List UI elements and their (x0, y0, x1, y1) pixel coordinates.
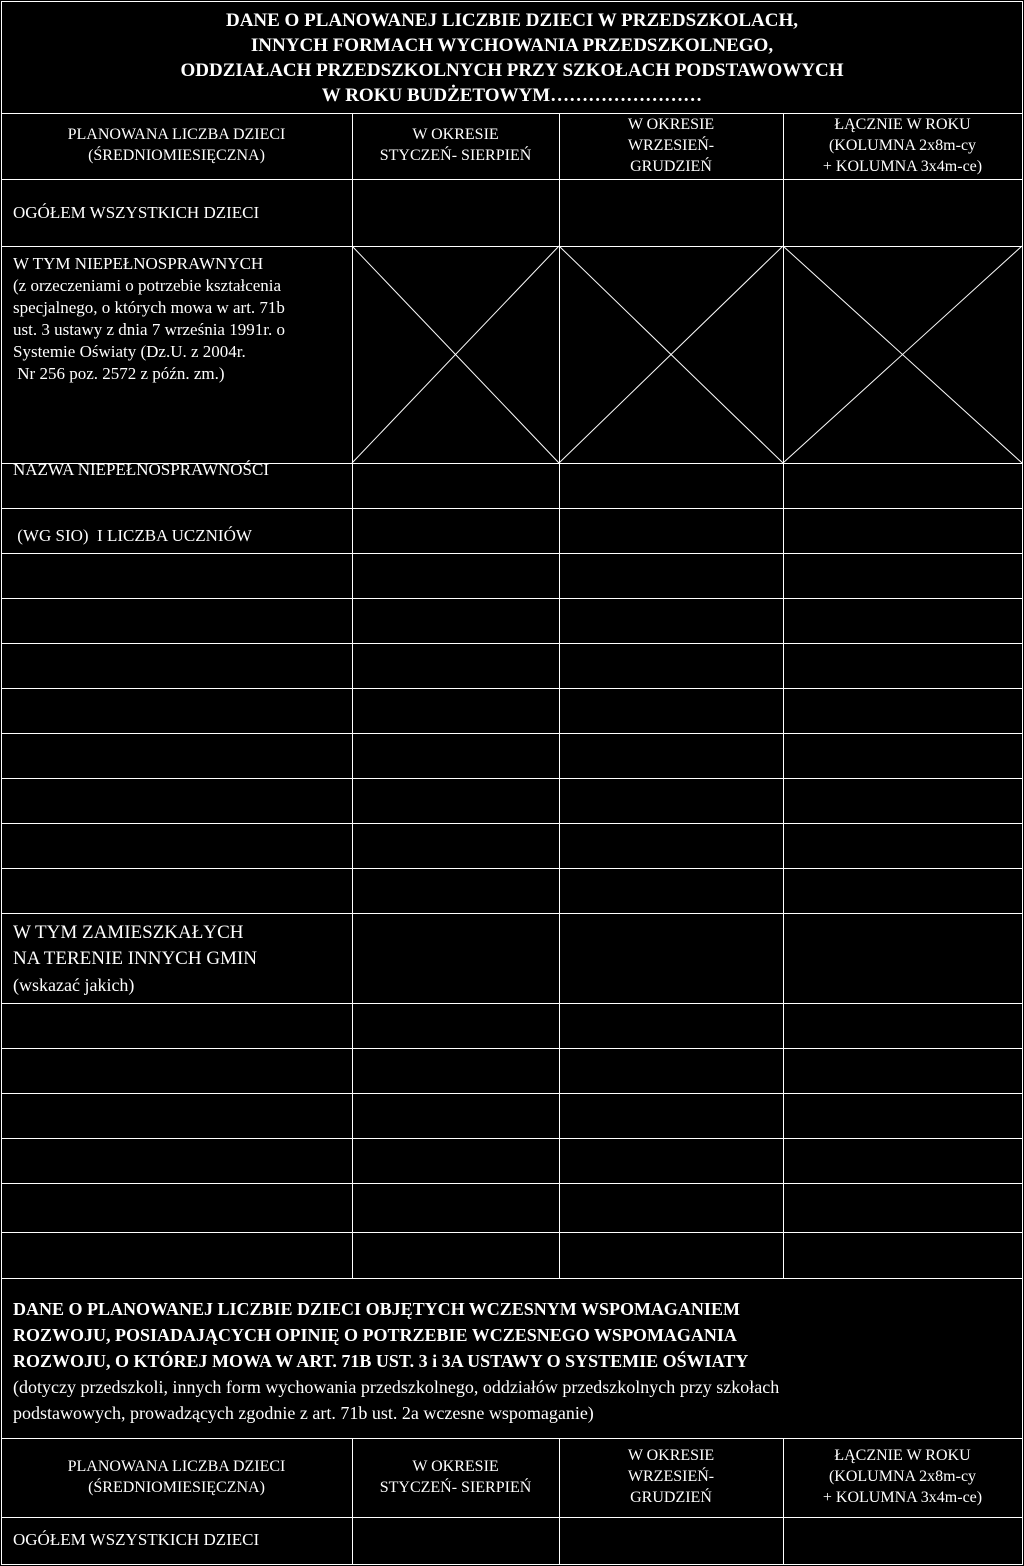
header-sep-dec (559, 114, 783, 177)
other-gminas-line: NA TERENIE INNYCH GMIN (13, 948, 257, 969)
form2-title (13, 1296, 779, 1426)
other-gminas-note: (wskazać jakich) (13, 975, 135, 995)
disability-name-line: NAZWA NIEPEŁNOSPRAWNOŚCI (13, 460, 270, 479)
header-line: W OKRESIE (412, 126, 499, 143)
row-total-label: OGÓŁEM WSZYSTKICH DZIECI (13, 203, 260, 222)
form2-title-line: ROZWOJU, O KTÓREJ MOWA W ART. 71B UST. 3 i 3A USTAWY O SYSTEMIE OŚWIATY (13, 1351, 749, 1371)
header-line: STYCZEŃ- SIERPIEŃ (379, 147, 532, 164)
cell-total-jan-aug[interactable] (353, 180, 558, 245)
header-line: + KOLUMNA 3x4m-ce) (822, 158, 983, 175)
header-line: W OKRESIE (627, 116, 715, 133)
header-line: (ŚREDNIOMIESIĘCZNA) (88, 147, 265, 164)
header-line: WRZESIEŃ- (627, 1468, 715, 1485)
disabled-note-line: ust. 3 ustawy z dnia 7 września 1991r. o (13, 320, 285, 339)
row-disabled-label (13, 253, 349, 385)
other-gminas-label (13, 920, 257, 998)
header-sep-dec (559, 1445, 783, 1508)
header-line: (KOLUMNA 2x8m-cy (828, 1468, 977, 1485)
disability-name-line: (WG SIO) I LICZBA UCZNIÓW (13, 526, 252, 545)
header-year-total (783, 114, 1022, 177)
disabled-note-line: Nr 256 poz. 2572 z późn. zm.) (13, 364, 225, 383)
cell-ww-sep-dec[interactable] (560, 1518, 782, 1563)
header-jan-aug (352, 1456, 559, 1498)
header-line: (ŚREDNIOMIESIĘCZNA) (88, 1479, 265, 1496)
header-line: GRUDZIEŃ (630, 158, 712, 175)
form2-title-line: DANE O PLANOWANEJ LICZBIE DZIECI OBJĘTYCH WCZESNYM WSPOMAGANIEM (13, 1299, 740, 1319)
form2-note-line: podstawowych, prowadzących zgodnie z art. 71b ust. 2a wczesne wspomaganie) (13, 1403, 594, 1423)
title-line: ODDZIAŁACH PRZEDSZKOLNYCH PRZY SZKOŁACH PODSTAWOWYCH (180, 60, 844, 81)
form1-title (0, 8, 1024, 108)
form2-note-line: (dotyczy przedszkoli, innych form wychowania przedszkolnego, oddziałów przedszkolnych przy szkołach (13, 1377, 780, 1397)
header-line: ŁĄCZNIE W ROKU (834, 116, 971, 133)
header-jan-aug (352, 124, 559, 166)
header-line: WRZESIEŃ- (627, 137, 715, 154)
cell-ww-jan-aug[interactable] (353, 1518, 558, 1563)
header-line: PLANOWANA LICZBA DZIECI (67, 126, 286, 143)
form2-title-line: ROZWOJU, POSIADAJĄCYCH OPINIĘ O POTRZEBIE WCZESNEGO WSPOMAGANIA (13, 1325, 737, 1345)
cell-ww-year[interactable] (784, 1518, 1021, 1563)
disability-name-label (13, 415, 269, 591)
cell-total-year[interactable] (784, 180, 1021, 245)
title-line: W ROKU BUDŻETOWYM…………………… (321, 85, 703, 106)
title-line: DANE O PLANOWANEJ LICZBIE DZIECI W PRZEDSZKOLACH, (225, 10, 799, 31)
header-line: GRUDZIEŃ (630, 1489, 712, 1506)
header-planned-count (1, 1456, 352, 1498)
other-gminas-line: W TYM ZAMIESZKAŁYCH (13, 922, 244, 943)
title-line: INNYCH FORMACH WYCHOWANIA PRZEDSZKOLNEGO, (250, 35, 774, 56)
header-line: + KOLUMNA 3x4m-ce) (822, 1489, 983, 1506)
header-line: ŁĄCZNIE W ROKU (834, 1447, 971, 1464)
cell-total-sep-dec[interactable] (560, 180, 782, 245)
disabled-note-line: (z orzeczeniami o potrzebie kształcenia (13, 276, 282, 295)
disabled-title: W TYM NIEPEŁNOSPRAWNYCH (13, 254, 264, 273)
header-line: STYCZEŃ- SIERPIEŃ (379, 1479, 532, 1496)
header-line: W OKRESIE (412, 1458, 499, 1475)
header-line: PLANOWANA LICZBA DZIECI (67, 1458, 286, 1475)
disabled-note-line: specjalnego, o których mowa w art. 71b (13, 298, 285, 317)
row-total-label: OGÓŁEM WSZYSTKICH DZIECI (13, 1530, 260, 1549)
header-year-total (783, 1445, 1022, 1508)
header-planned-count (1, 124, 352, 166)
disabled-note-line: Systemie Oświaty (Dz.U. z 2004r. (13, 342, 246, 361)
header-line: W OKRESIE (627, 1447, 715, 1464)
header-line: (KOLUMNA 2x8m-cy (828, 137, 977, 154)
